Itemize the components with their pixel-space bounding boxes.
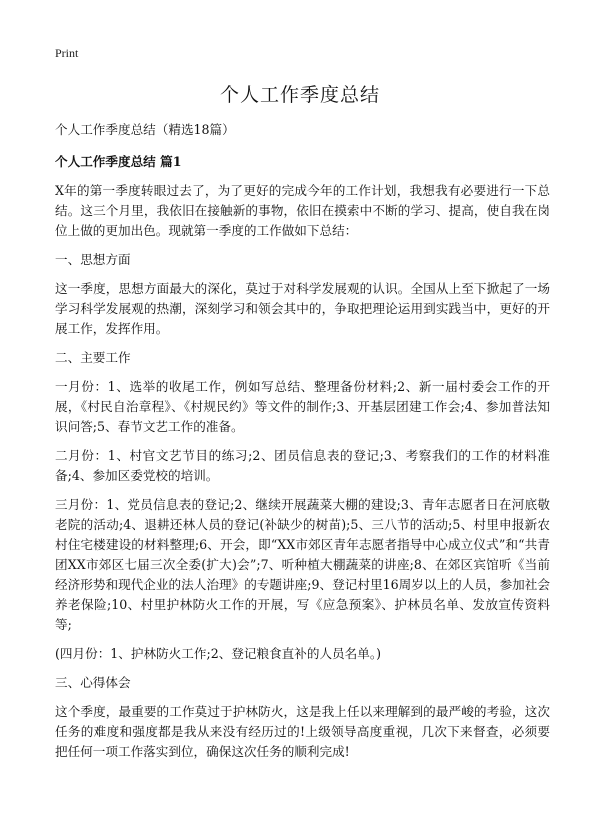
- reflections-paragraph: 这个季度，最重要的工作莫过于护林防火，这是我上任以来理解到的最严峻的考验，这次任务的难度和强度都是我从来没有经历过的!上级领导高度重视，几次下来督查，必须要把任何一项工作落实到位，确保这次任务的顺利完成!: [55, 704, 550, 759]
- february-paragraph: 二月份：1、村官文艺节目的练习;2、团员信息表的登记;3、考察我们的工作的材料准备;4、参加区委党校的培训。: [55, 448, 550, 483]
- april-paragraph: (四月份：1、护林防火工作;2、登记粮食直补的人员名单。): [55, 646, 382, 661]
- print-link[interactable]: Print: [55, 46, 79, 60]
- heading-thoughts: 一、思想方面: [55, 252, 131, 267]
- document-subtitle: 个人工作季度总结（精选18篇）: [55, 122, 235, 137]
- page-title: 个人工作季度总结: [219, 84, 380, 106]
- march-paragraph: 三月份：1、党员信息表的登记;2、继续开展蔬菜大棚的建设;3、青年志愿者日在河底敬老院的活动;4、退耕还林人员的登记(补缺少的树苗);5、三八节的活动;5、村里申报新农村住宅楼建设的材料整理;6、开会，即“XX市郊区青年志愿者指导中心成立仪式”和“共青团XX市郊区七届三次全委(扩大)会”;7、听种植大棚蔬菜的讲座;8、在郊区宾馆听《当前经济形势和现代企业的法人治理》的专题讲座;9、登记村里16周岁以上的人员，参加社会养老保险;10、村里护林防火工作的开展，写《应急预案》、护林员名单、发放宣传资料等;: [55, 497, 550, 632]
- heading-main-work: 二、主要工作: [55, 350, 131, 365]
- intro-paragraph: X年的第一季度转眼过去了，为了更好的完成今年的工作计划，我想我有必要进行一下总结。这三个月里，我依旧在接触新的事物，依旧在摸索中不断的学习、提高，使自我在岗位上做的更加出色。现就第一季度的工作做如下总结：: [55, 183, 550, 238]
- section-title: 个人工作季度总结 篇1: [55, 154, 182, 169]
- heading-reflections: 三、心得体会: [55, 675, 131, 690]
- document-body: [55, 120, 550, 771]
- thoughts-paragraph: 这一季度，思想方面最大的深化，莫过于对科学发展观的认识。全国从上至下掀起了一场学习科学发展观的热潮，深刻学习和领会其中的，争取把理论运用到实践当中，更好的开展工作，发挥作用。: [55, 281, 550, 336]
- january-paragraph: 一月份：1、选举的收尾工作，例如写总结、整理备份材料;2、新一届村委会工作的开展，《村民自治章程》、《村规民约》等文件的制作;3、开基层团建工作会;4、参加普法知识问答;5、春节文艺工作的准备。: [55, 379, 550, 434]
